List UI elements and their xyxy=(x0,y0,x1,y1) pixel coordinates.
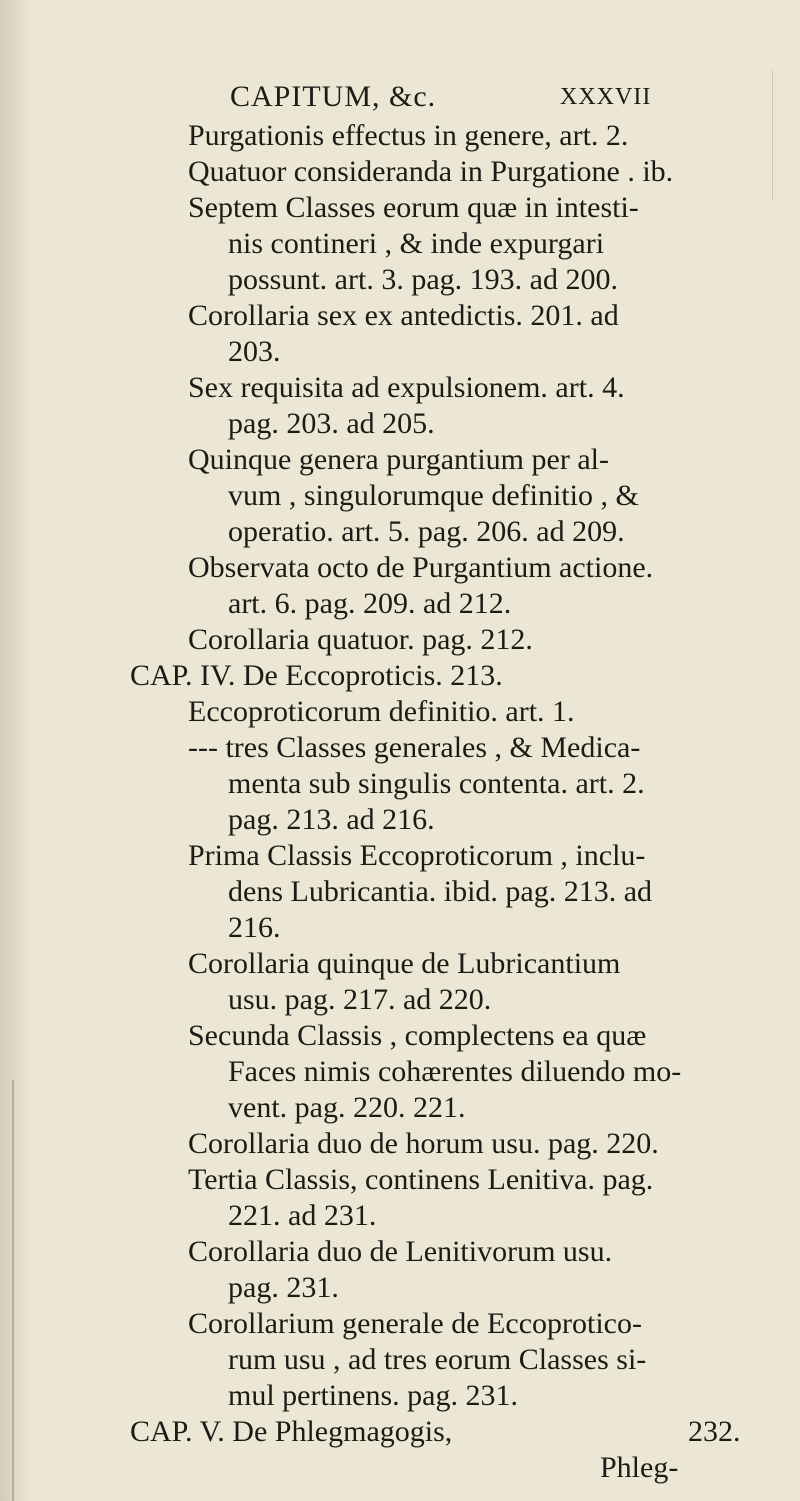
index-line: 221. ad 231. xyxy=(228,1199,377,1232)
index-line: usu. pag. 217. ad 220. xyxy=(228,983,492,1016)
index-line: Corollaria quinque de Lubricantium xyxy=(188,947,621,980)
index-line: 203. xyxy=(228,335,281,368)
index-line: Corollaria quatuor. pag. 212. xyxy=(188,623,533,656)
index-line: menta sub singulis contenta. art. 2. xyxy=(228,767,645,800)
header-title: CAPITUM, &c. xyxy=(230,80,437,113)
page-edge-shadow xyxy=(0,0,30,1501)
index-line: Eccoproticorum definitio. art. 1. xyxy=(188,695,575,728)
page-number: XXXVII xyxy=(560,84,652,110)
index-line: Observata octo de Purgantium actione. xyxy=(188,551,654,584)
index-line: Faces nimis cohærentes diluendo mo- xyxy=(228,1055,682,1088)
index-line: 232. xyxy=(688,1415,741,1448)
index-line: Prima Classis Eccoproticorum , inclu- xyxy=(188,839,646,872)
index-line: operatio. art. 5. pag. 206. ad 209. xyxy=(228,515,625,548)
index-line: possunt. art. 3. pag. 193. ad 200. xyxy=(228,263,618,296)
index-line: Quinque genera purgantium per al- xyxy=(188,443,609,476)
index-line: dens Lubricantia. ibid. pag. 213. ad xyxy=(228,875,653,908)
index-line: mul pertinens. pag. 231. xyxy=(228,1379,518,1412)
index-line: Corollaria sex ex antedictis. 201. ad xyxy=(188,299,619,332)
index-line: pag. 213. ad 216. xyxy=(228,803,435,836)
index-line: pag. 231. xyxy=(228,1271,339,1304)
index-line: Corollaria duo de Lenitivorum usu. xyxy=(188,1235,613,1268)
running-header xyxy=(0,80,800,120)
index-line: Septem Classes eorum quæ in intesti- xyxy=(188,191,639,224)
index-line: Sex requisita ad expulsionem. art. 4. xyxy=(188,371,625,404)
index-line: Phleg- xyxy=(600,1451,679,1484)
index-line: rum usu , ad tres eorum Classes si- xyxy=(228,1343,647,1376)
index-line: art. 6. pag. 209. ad 212. xyxy=(228,587,512,620)
index-line: CAP. IV. De Eccoproticis. 213. xyxy=(130,659,503,692)
index-line: CAP. V. De Phlegmagogis, xyxy=(130,1415,453,1448)
index-line: Secunda Classis , complectens ea quæ xyxy=(188,1019,647,1052)
index-line: pag. 203. ad 205. xyxy=(228,407,435,440)
index-line: Quatuor consideranda in Purgatione . ib. xyxy=(188,155,674,188)
index-line: vent. pag. 220. 221. xyxy=(228,1091,466,1124)
index-line: Corollaria duo de horum usu. pag. 220. xyxy=(188,1127,659,1160)
index-line: 216. xyxy=(228,911,281,944)
index-line: Purgationis effectus in genere, art. 2. xyxy=(188,119,629,152)
index-line: Corollarium generale de Eccoprotico- xyxy=(188,1307,642,1340)
index-line: vum , singulorumque definitio , & xyxy=(228,479,639,512)
index-line: Tertia Classis, continens Lenitiva. pag. xyxy=(188,1163,654,1196)
index-line: --- tres Classes generales , & Medica- xyxy=(188,731,641,764)
margin-rule xyxy=(12,1080,14,1501)
index-line: nis contineri , & inde expurgari xyxy=(228,227,605,260)
